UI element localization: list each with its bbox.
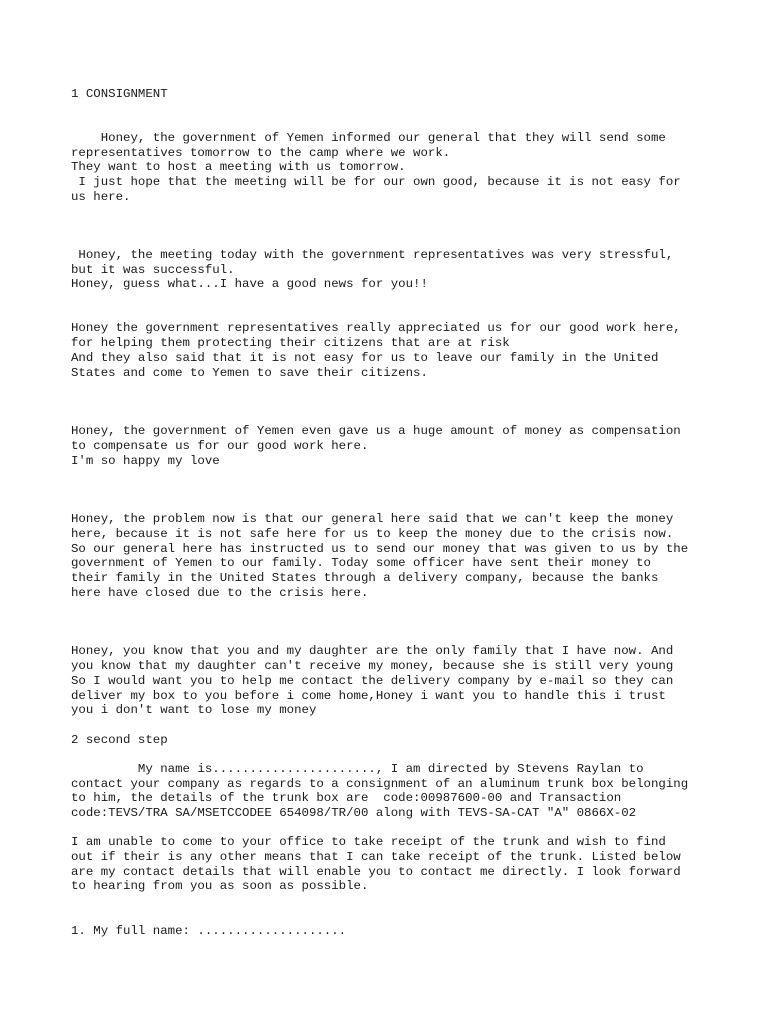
- text-line: are my contact details that will enable you to contact me directly. I look forward: [71, 865, 681, 879]
- text-line: Honey, the government of Yemen even gave us a huge amount of money as compensation: [71, 424, 681, 438]
- text-line: Honey, you know that you and my daughter are the only family that I have now. And: [71, 644, 674, 658]
- text-line: here have closed due to the crisis here.: [71, 586, 369, 600]
- text-line: States and come to Yemen to save their citizens.: [71, 366, 428, 380]
- text-line: Honey, guess what...I have a good news for you!!: [71, 277, 428, 291]
- text-line: They want to host a meeting with us tomorrow.: [71, 160, 406, 174]
- section-heading: 1 CONSIGNMENT: [71, 87, 168, 101]
- text-line: I am unable to come to your office to take receipt of the trunk and wish to find: [71, 835, 666, 849]
- text-line: us here.: [71, 190, 131, 204]
- text-line: here, because it is not safe here for us to keep the money due to the crisis now.: [71, 527, 674, 541]
- text-line: you know that my daughter can't receive my money, because she is still very young: [71, 659, 674, 673]
- text-line: to compensate us for our good work here.: [71, 439, 369, 453]
- text-line: to hearing from you as soon as possible.: [71, 879, 369, 893]
- text-line: government of Yemen to our family. Today some officer have sent their money to: [71, 556, 651, 570]
- text-line: deliver my box to you before i come home,Honey i want you to handle this i trust: [71, 689, 666, 703]
- text-line: Honey the government representatives really appreciated us for our good work here,: [71, 321, 681, 335]
- text-line: representatives tomorrow to the camp where we work.: [71, 146, 451, 160]
- text-line: for helping them protecting their citizens that are at risk: [71, 336, 510, 350]
- text-line: I'm so happy my love: [71, 454, 220, 468]
- text-line: but it was successful.: [71, 263, 235, 277]
- text-line: out if their is any other means that I can take receipt of the trunk. Listed below: [71, 850, 681, 864]
- text-line: code:TEVS/TRA SA/MSETCCODEE 654098/TR/00 along with TEVS-SA-CAT "A" 0866X-02: [71, 806, 637, 820]
- text-line: Honey, the government of Yemen informed our general that they will send some: [71, 131, 666, 145]
- text-line: contact your company as regards to a consignment of an aluminum trunk box belonging: [71, 777, 689, 791]
- text-line: you i don't want to lose my money: [71, 703, 317, 717]
- text-line: I just hope that the meeting will be for our own good, because it is not easy for: [71, 175, 681, 189]
- text-line: And they also said that it is not easy for us to leave our family in the United: [71, 351, 659, 365]
- text-line: their family in the United States through a delivery company, because the banks: [71, 571, 659, 585]
- text-line: My name is......................, I am directed by Stevens Raylan to: [71, 762, 644, 776]
- text-line: Honey, the meeting today with the government representatives was very stressful,: [71, 248, 674, 262]
- list-item: 1. My full name: ....................: [71, 924, 347, 938]
- text-line: Honey, the problem now is that our general here said that we can't keep the money: [71, 512, 674, 526]
- step-heading: 2 second step: [71, 733, 168, 747]
- text-line: So I would want you to help me contact the delivery company by e-mail so they can: [71, 674, 674, 688]
- text-line: to him, the details of the trunk box are code:00987600-00 and Transaction: [71, 791, 622, 805]
- text-line: So our general here has instructed us to send our money that was given to us by the: [71, 542, 689, 556]
